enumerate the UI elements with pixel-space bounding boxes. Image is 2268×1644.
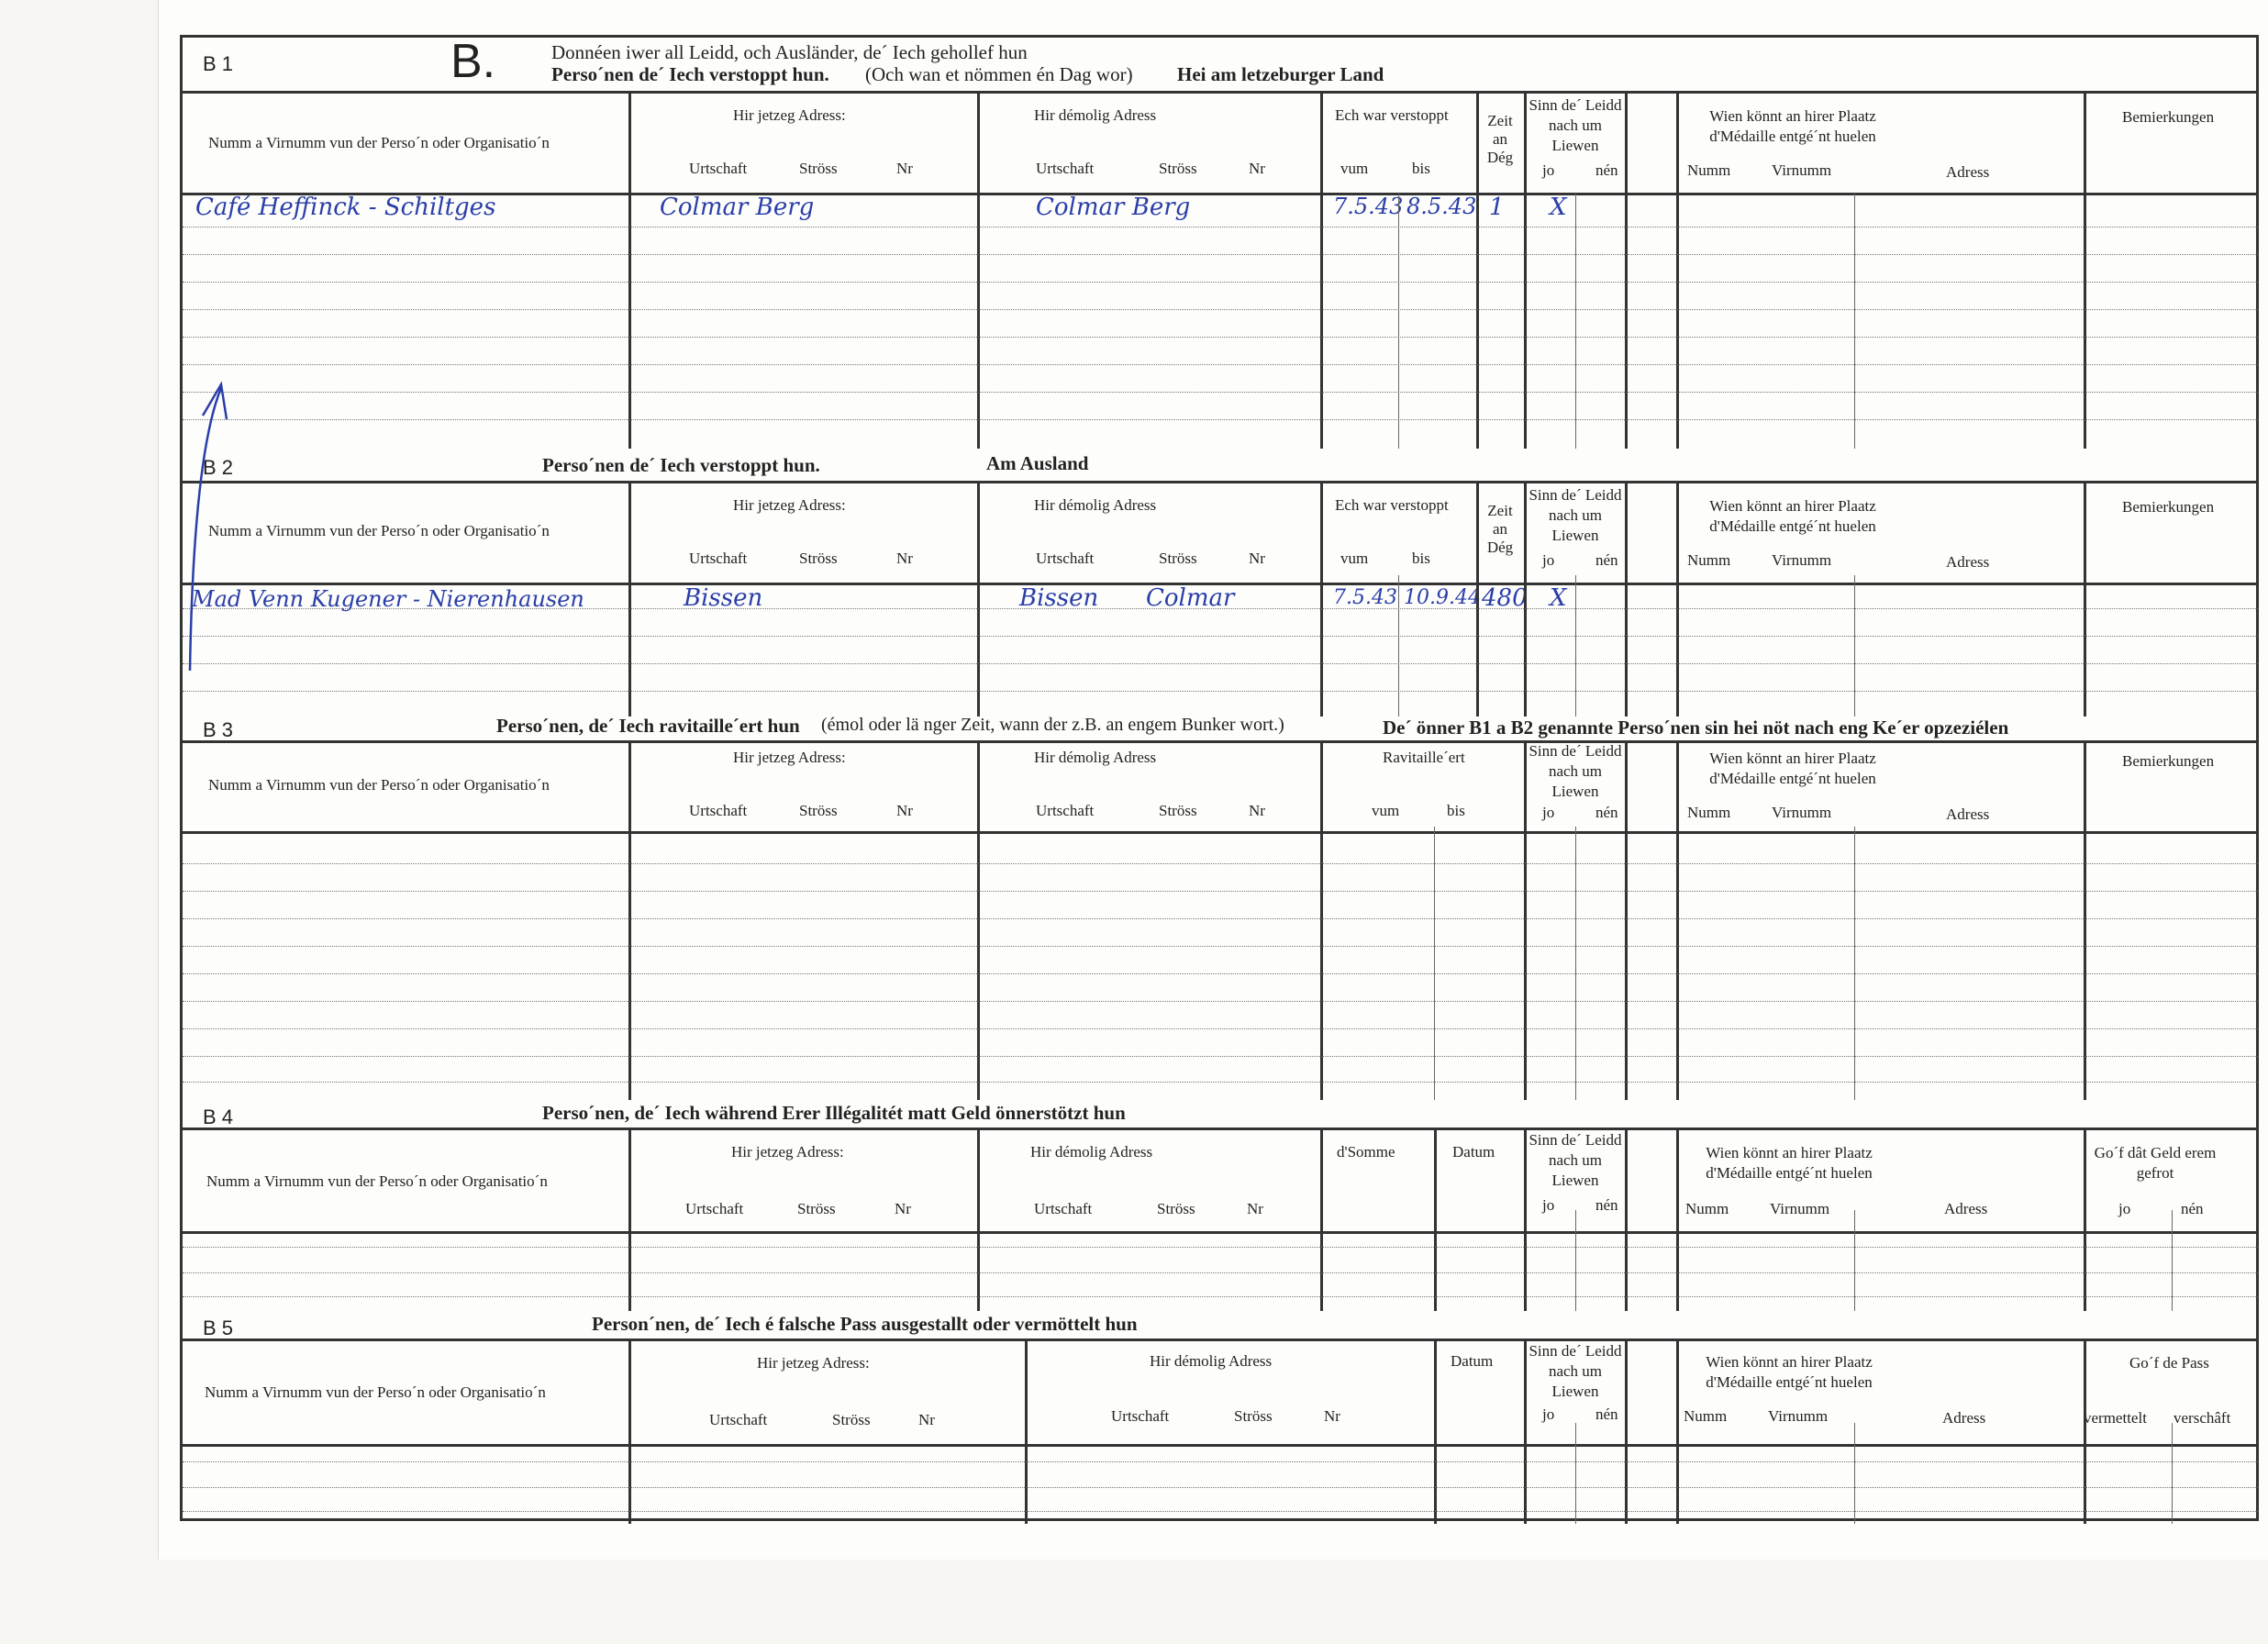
grid-line: [1025, 1341, 1028, 1524]
b4-title: Perso´nen, de´ Iech während Erer Illégalitét matt Geld önnerstötzt hun: [542, 1102, 1126, 1124]
grid-line: [1854, 827, 1855, 1100]
col-money-header: Go´f dât Geld erem gefrot: [2094, 1144, 2217, 1182]
col-current-header: Hir jetzeg Adress:: [733, 106, 846, 124]
sub-urtschaft: Urtschaft: [689, 802, 748, 819]
col-ravit-header: Ravitaille´ert: [1383, 749, 1465, 766]
section-letter: B.: [450, 35, 496, 88]
grid-line: [1575, 194, 1576, 449]
col-current-header: Hir jetzeg Adress:: [733, 749, 846, 766]
sub-nr: Nr: [918, 1411, 935, 1428]
sub-nr: Nr: [895, 1200, 911, 1217]
grid-line: [628, 1130, 631, 1311]
col-pass-header: Go´f de Pass: [2129, 1354, 2209, 1372]
grid-line: [1625, 483, 1628, 716]
col-remarks-header: Bemierkungen: [2122, 498, 2215, 516]
grid-line: [1625, 743, 1628, 1100]
sub-adress: Adress: [1942, 1409, 1986, 1427]
dotted-row-line: [183, 364, 2258, 365]
sub-stross: Ströss: [1234, 1407, 1273, 1425]
grid-line: [1575, 1423, 1576, 1524]
grid-line: [1625, 1130, 1628, 1311]
sub-nen: nén: [1595, 804, 1618, 821]
dotted-row-line: [183, 254, 2258, 255]
grid-line: [1854, 575, 1855, 716]
sub-nr: Nr: [896, 160, 913, 177]
col-medal-header: Wien könnt an hirer Plaatz d'Médaille entgé´nt huelen: [1706, 1353, 1873, 1391]
grid-line: [1320, 743, 1323, 1100]
grid-line: [1398, 194, 1399, 449]
sub-urtschaft: Urtschaft: [689, 160, 748, 177]
sub-stross: Ströss: [799, 160, 838, 177]
sub-adress: Adress: [1946, 805, 1990, 823]
b2-entry-former-street: Colmar: [1146, 584, 1235, 612]
dotted-row-line: [183, 309, 2258, 310]
grid-line: [1524, 483, 1527, 716]
dotted-row-line: [183, 1296, 2258, 1297]
col-former-header: Hir démolig Adress: [1034, 749, 1157, 766]
grid-line: [1676, 1130, 1679, 1311]
b2-entry-current-place: Bissen: [684, 584, 763, 612]
dotted-row-line: [183, 1461, 2258, 1462]
grid-line: [1625, 94, 1628, 449]
col-medal-header: Wien könnt an hirer Plaatz d'Médaille entgé´nt huelen: [1709, 750, 1876, 787]
grid-line: [1476, 94, 1479, 449]
col-name-header: Numm a Virnumm vun der Perso´n oder Organisatio´n: [208, 522, 550, 539]
col-days-header: Zeit an Dég: [1486, 112, 1514, 166]
b1-entry-from: 7.5.43: [1333, 194, 1404, 219]
b3-title-right: De´ önner B1 a B2 genannte Perso´nen sin hei nöt nach eng Ke´er opzeziélen: [1383, 716, 2009, 739]
b1-entry-current-place: Colmar Berg: [660, 194, 815, 221]
sub-jo: jo: [1542, 804, 1555, 821]
section-code: B 2: [203, 456, 234, 479]
col-remarks-header: Bemierkungen: [2122, 752, 2215, 770]
col-medal-header: Wien könnt an hirer Plaatz d'Médaille entgé´nt huelen: [1706, 1144, 1873, 1182]
grid-line: [977, 1130, 980, 1311]
sub-virnumm: Virnumm: [1770, 1200, 1830, 1217]
col-alive-header: Sinn de´ Leidd nach um Liewen: [1529, 96, 1622, 154]
col-alive-header: Sinn de´ Leidd nach um Liewen: [1529, 742, 1622, 800]
sub-urtschaft: Urtschaft: [1036, 160, 1095, 177]
b1-entry-former-place: Colmar Berg: [1036, 194, 1191, 221]
dotted-row-line: [183, 946, 2258, 947]
title-line-2a: Perso´nen de´ Iech verstoppt hun.: [551, 63, 829, 85]
grid-line: [628, 743, 631, 1100]
section-b4: [183, 1100, 2256, 1311]
dotted-row-line: [183, 608, 2258, 609]
sub-bis: bis: [1412, 160, 1430, 177]
b1-entry-alive-yes: X: [1550, 194, 1567, 221]
dotted-row-line: [183, 227, 2258, 228]
b4-header: [183, 1130, 2256, 1234]
dotted-row-line: [183, 918, 2258, 919]
grid-line: [1625, 1341, 1628, 1524]
sub-vum: vum: [1340, 550, 1369, 567]
dotted-row-line: [183, 891, 2258, 892]
b2-entry-days: 480: [1482, 584, 1528, 612]
sub-numm: Numm: [1687, 804, 1731, 821]
col-alive-header: Sinn de´ Leidd nach um Liewen: [1529, 1342, 1622, 1400]
sub-numm: Numm: [1687, 551, 1731, 569]
form-frame: [180, 35, 2259, 1521]
section-b1: [183, 35, 2256, 449]
section-b5: [183, 1311, 2256, 1524]
grid-line: [977, 94, 980, 449]
dotted-row-line: [183, 1082, 2258, 1083]
grid-line: [1320, 1130, 1323, 1311]
sub-stross: Ströss: [1159, 160, 1197, 177]
sub-jo: jo: [1542, 551, 1555, 569]
dotted-row-line: [183, 691, 2258, 692]
section-b3: [183, 716, 2256, 1100]
grid-line: [2084, 483, 2086, 716]
b3-header: [183, 743, 2256, 834]
grid-line: [2172, 1423, 2173, 1524]
grid-line: [1398, 575, 1399, 716]
grid-line: [1476, 483, 1479, 716]
sub-urtschaft: Urtschaft: [1111, 1407, 1170, 1425]
sub-jo: jo: [1542, 161, 1555, 179]
dotted-row-line: [183, 663, 2258, 664]
b1-entry-name: Café Heffinck - Schiltges: [195, 194, 496, 221]
col-former-header: Hir démolig Adress: [1030, 1143, 1153, 1161]
dotted-row-line: [183, 1056, 2258, 1057]
col-name-header: Numm a Virnumm vun der Perso´n oder Organisatio´n: [206, 1172, 548, 1190]
sub-nen: nén: [1595, 1405, 1618, 1423]
col-name-header: Numm a Virnumm vun der Perso´n oder Organisatio´n: [205, 1383, 546, 1401]
sub-bis: bis: [1447, 802, 1465, 819]
grid-line: [1676, 94, 1679, 449]
grid-line: [628, 94, 631, 449]
b2-title-bar: [183, 449, 2256, 483]
col-current-header: Hir jetzeg Adress:: [757, 1354, 870, 1372]
grid-line: [977, 483, 980, 716]
dotted-row-line: [183, 1247, 2258, 1248]
b2-entry-name: Mad Venn Kugener - Nierenhausen: [192, 586, 584, 612]
col-sum-header: d'Somme: [1337, 1143, 1395, 1161]
b1-header: [183, 94, 2256, 195]
dotted-row-line: [183, 1487, 2258, 1488]
sub-bis: bis: [1412, 550, 1430, 567]
sub-vermettelt: vermettelt: [2084, 1409, 2147, 1427]
sub-nr: Nr: [896, 550, 913, 567]
grid-line: [1320, 94, 1323, 449]
section-b2: [183, 449, 2256, 716]
dotted-row-line: [183, 636, 2258, 637]
grid-line: [1575, 575, 1576, 716]
sub-nr: Nr: [1249, 160, 1265, 177]
sub-urtschaft: Urtschaft: [1034, 1200, 1093, 1217]
b2-title: Perso´nen de´ Iech verstoppt hun.: [542, 454, 820, 476]
col-name-header: Numm a Virnumm vun der Perso´n oder Organisatio´n: [208, 776, 550, 794]
sub-nr: Nr: [1247, 1200, 1263, 1217]
col-former-header: Hir démolig Adress: [1150, 1352, 1273, 1370]
dotted-row-line: [183, 1028, 2258, 1029]
dotted-row-line: [183, 1511, 2258, 1512]
sub-vum: vum: [1340, 160, 1369, 177]
sub-jo: jo: [1542, 1405, 1555, 1423]
b2-entry-from-to: 7.5.43 10.9.44: [1333, 586, 1481, 609]
dotted-row-line: [183, 419, 2258, 420]
sub-nen: nén: [1595, 551, 1618, 569]
sub-numm: Numm: [1684, 1407, 1728, 1425]
sub-adress: Adress: [1944, 1200, 1988, 1217]
sub-nr: Nr: [1324, 1407, 1340, 1425]
col-date-header: Datum: [1452, 1143, 1495, 1161]
b3-title: Perso´nen, de´ Iech ravitaille´ert hun: [496, 715, 800, 737]
sub-stross: Ströss: [797, 1200, 836, 1217]
col-current-header: Hir jetzeg Adress:: [733, 496, 846, 514]
col-former-header: Hir démolig Adress: [1034, 106, 1157, 124]
col-current-header: Hir jetzeg Adress:: [731, 1143, 844, 1161]
grid-line: [1320, 483, 1323, 716]
sub-stross: Ströss: [1159, 550, 1197, 567]
grid-line: [1676, 743, 1679, 1100]
grid-line: [1524, 1341, 1527, 1524]
sub-stross: Ströss: [832, 1411, 871, 1428]
b3-title-paren: (émol oder lä nger Zeit, wann der z.B. an engem Bunker wort.): [821, 715, 1284, 735]
b1-entry-to: 8.5.43: [1406, 194, 1477, 219]
b5-title-bar: [183, 1311, 2256, 1341]
sub-virnumm: Virnumm: [1768, 1407, 1829, 1425]
title-line-2b: (Och wan et nömmen én Dag wor): [865, 63, 1133, 85]
sub-nen: nén: [1595, 1196, 1618, 1214]
b5-header: [183, 1341, 2256, 1447]
col-medal-header: Wien könnt an hirer Plaatz d'Médaille entgé´nt huelen: [1709, 107, 1876, 145]
sub-stross: Ströss: [1157, 1200, 1195, 1217]
col-hidden-header: Ech war verstoppt: [1335, 496, 1449, 514]
section-code: B 4: [203, 1105, 234, 1128]
sub-nr: Nr: [1249, 550, 1265, 567]
grid-line: [2084, 743, 2086, 1100]
col-alive-header: Sinn de´ Leidd nach um Liewen: [1529, 486, 1622, 544]
sub-jo: jo: [1542, 1196, 1555, 1214]
section-code: B 1: [203, 52, 234, 75]
dotted-row-line: [183, 282, 2258, 283]
sub-vum: vum: [1372, 802, 1400, 819]
grid-line: [2084, 94, 2086, 449]
grid-line: [628, 1341, 631, 1524]
title-line-2c: Hei am letzeburger Land: [1177, 63, 1384, 85]
b5-title: Person´nen, de´ Iech é falsche Pass ausgestallt oder vermöttelt hun: [592, 1313, 1138, 1335]
grid-line: [977, 743, 980, 1100]
dotted-row-line: [183, 392, 2258, 393]
sub-adress: Adress: [1946, 163, 1990, 181]
b2-entry-former-place: Bissen: [1019, 584, 1099, 612]
b4-title-bar: [183, 1100, 2256, 1130]
grid-line: [1434, 1341, 1437, 1524]
sub-stross: Ströss: [799, 550, 838, 567]
b2-header: [183, 483, 2256, 585]
sub-nen: nén: [1595, 161, 1618, 179]
sub-nr: Nr: [1249, 802, 1265, 819]
grid-line: [1434, 1130, 1437, 1311]
sub-urtschaft: Urtschaft: [1036, 550, 1095, 567]
sub-virnumm: Virnumm: [1772, 804, 1832, 821]
grid-line: [1434, 827, 1435, 1100]
sub-urtschaft: Urtschaft: [1036, 802, 1095, 819]
section-code: B 3: [203, 718, 234, 741]
sub-nen: nén: [2181, 1200, 2204, 1217]
b2-entry-alive-yes: X: [1550, 584, 1567, 612]
sub-stross: Ströss: [799, 802, 838, 819]
sub-adress: Adress: [1946, 553, 1990, 571]
sub-urtschaft: Urtschaft: [709, 1411, 768, 1428]
title-line-1: Donnéen iwer all Leidd, och Ausländer, de´ Iech gehollef hun: [551, 41, 1028, 63]
col-remarks-header: Bemierkungen: [2122, 108, 2215, 126]
sub-nr: Nr: [896, 802, 913, 819]
grid-line: [1854, 194, 1855, 449]
sub-verschaft: verschâft: [2174, 1409, 2231, 1427]
sub-urtschaft: Urtschaft: [685, 1200, 744, 1217]
b3-title-bar: [183, 716, 2256, 743]
col-days-header: Zeit an Dég: [1486, 502, 1514, 556]
dotted-row-line: [183, 863, 2258, 864]
dotted-row-line: [183, 1272, 2258, 1273]
col-former-header: Hir démolig Adress: [1034, 496, 1157, 514]
dotted-row-line: [183, 1001, 2258, 1002]
grid-line: [1676, 1341, 1679, 1524]
b1-title-bar: [183, 35, 2256, 94]
sub-stross: Ströss: [1159, 802, 1197, 819]
grid-line: [1854, 1423, 1855, 1524]
sub-jo: jo: [2118, 1200, 2131, 1217]
sub-virnumm: Virnumm: [1772, 161, 1832, 179]
sub-numm: Numm: [1687, 161, 1731, 179]
sub-virnumm: Virnumm: [1772, 551, 1832, 569]
section-code: B 5: [203, 1316, 234, 1339]
grid-line: [1524, 743, 1527, 1100]
grid-line: [1575, 827, 1576, 1100]
col-name-header: Numm a Virnumm vun der Perso´n oder Organisatio´n: [208, 134, 550, 151]
sub-urtschaft: Urtschaft: [689, 550, 748, 567]
b2-title-right: Am Ausland: [986, 452, 1089, 474]
grid-line: [2084, 1130, 2086, 1311]
col-medal-header: Wien könnt an hirer Plaatz d'Médaille entgé´nt huelen: [1709, 497, 1876, 535]
grid-line: [1676, 483, 1679, 716]
dotted-row-line: [183, 973, 2258, 974]
grid-line: [2084, 1341, 2086, 1524]
dotted-row-line: [183, 337, 2258, 338]
grid-line: [1524, 94, 1527, 449]
grid-line: [628, 483, 631, 716]
sub-numm: Numm: [1685, 1200, 1729, 1217]
col-alive-header: Sinn de´ Leidd nach um Liewen: [1529, 1131, 1622, 1189]
col-hidden-header: Ech war verstoppt: [1335, 106, 1449, 124]
col-date-header: Datum: [1451, 1352, 1494, 1370]
arrow-icon: [183, 331, 256, 680]
grid-line: [1524, 1130, 1527, 1311]
b1-entry-days: 1: [1489, 194, 1505, 221]
